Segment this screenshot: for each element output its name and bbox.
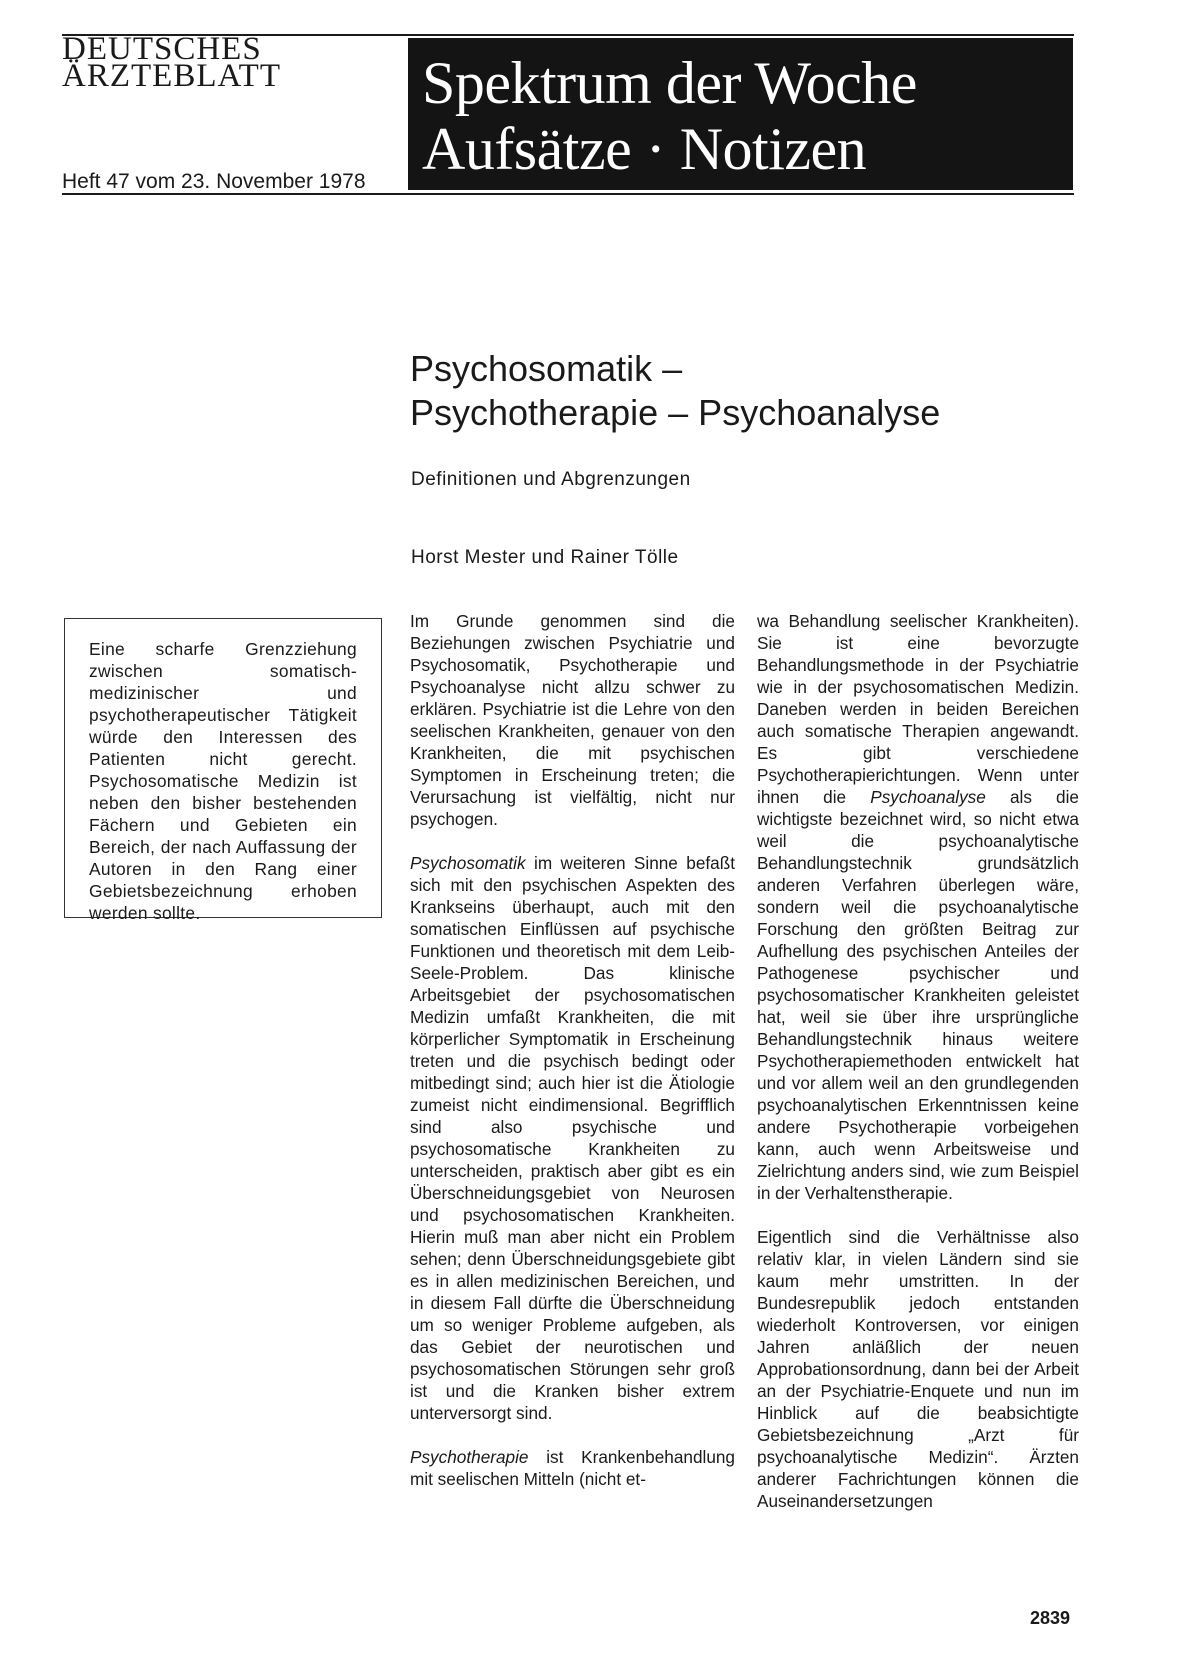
issue-date: Heft 47 vom 23. November 1978	[62, 170, 366, 193]
body-column-2	[757, 610, 1079, 1534]
section-banner-line2: Aufsätze · Notizen	[422, 116, 867, 182]
article-title-line2: Psychotherapie – Psychoanalyse	[410, 392, 941, 433]
body-column-1	[410, 610, 735, 1512]
paragraph-text: als die wichtigste bezeichnet wird, so nicht etwa weil die psychoanalytische Behandlungstechnik grundsätzlich anderen Verfahren überlegen wäre, sondern weil die psychoanalytische Forschung den größten Beitrag zur Aufhellung des psychischen Anteiles der Pathogenese psychischer und psychosomatischer Krankheiten geleistet hat, weil sie über ihre ursprüngliche Behandlungstechnik hinaus weitere Psychotherapiemethoden entwickelt hat und vor allem weil an den grundlegenden psychoanalytischen Erkenntnissen keine andere Psychotherapie vorbeigehen kann, auch wenn Arbeitsweise und Zielrichtung anders sind, wie zum Beispiel in der Verhaltenstherapie.	[757, 787, 1079, 1203]
journal-name-line2: ÄRZTEBLATT	[62, 58, 281, 94]
section-banner	[408, 38, 1073, 190]
paragraph-term: Psychosomatik	[410, 853, 526, 873]
paragraph-term: Psychotherapie	[410, 1447, 529, 1467]
abstract-text: Eine scharfe Grenzziehung zwischen somatisch-medizinischer und psychotherapeutischer Tätigkeit würde den Interessen des Patienten nicht gerecht. Psychosomatische Medizin ist neben den bisher bestehenden Fächern und Gebieten ein Bereich, der nach Auffassung der Autoren in den Rang einer Gebietsbezeichnung erhoben werden sollte.	[89, 639, 357, 923]
journal-name-line1: DEUTSCHES	[62, 31, 262, 67]
paragraph-text: ist Krankenbehandlung mit seelischen Mitteln (nicht et-	[410, 1447, 735, 1489]
article-subtitle: Definitionen und Abgrenzungen	[411, 469, 691, 490]
paragraph-text: wa Behandlung seelischer Krankheiten). Sie ist eine bevorzugte Behandlungsmethode in der Psychiatrie wie in der psychosomatischen Medizin. Daneben werden in beiden Bereichen auch somatische Therapien angewandt. Es gibt verschiedene Psychotherapierichtungen. Wenn unter ihnen die	[757, 611, 1079, 807]
paragraph	[410, 852, 735, 1424]
article-authors: Horst Mester und Rainer Tölle	[411, 547, 679, 568]
journal-masthead	[62, 31, 281, 94]
paragraph	[410, 1446, 735, 1490]
article-title	[410, 347, 940, 435]
paragraph-term: Psychoanalyse	[870, 787, 986, 807]
section-banner-line1: Spektrum der Woche	[422, 50, 917, 116]
article-title-line1: Psychosomatik –	[410, 348, 683, 389]
paragraph	[757, 610, 1079, 1204]
masthead-bottom-rule	[62, 193, 1074, 195]
paragraph: Im Grunde genommen sind die Beziehungen zwischen Psychiatrie und Psychosomatik, Psychotherapie und Psychoanalyse nicht allzu schwer zu erklären. Psychiatrie ist die Lehre von den seelischen Krankheiten, genauer von den Krankheiten, die mit psychischen Symptomen in Erscheinung treten; die Verursachung ist vielfältig, nicht nur psychogen.	[410, 611, 735, 829]
page-number: 2839	[1030, 1608, 1071, 1628]
paragraph: Eigentlich sind die Verhältnisse also relativ klar, in vielen Ländern sind sie kaum mehr umstritten. In der Bundesrepublik jedoch entstanden wiederholt Kontroversen, vor einigen Jahren anläßlich der neuen Approbationsordnung, dann bei der Arbeit an der Psychiatrie-Enquete und nun im Hinblick auf die beabsichtigte Gebietsbezeichnung „Arzt für psychoanalytische Medizin“. Ärzten anderer Fachrichtungen können die Auseinandersetzungen	[757, 1227, 1079, 1511]
paragraph-text: im weiteren Sinne befaßt sich mit den psychischen Aspekten des Krankseins überhaupt, auch mit den somatischen Einflüssen auf psychische Funktionen und theoretisch mit dem Leib-Seele-Problem. Das klinische Arbeitsgebiet der psychosomatischen Medizin umfaßt Krankheiten, die mit körperlicher Symptomatik in Erscheinung treten und die psychisch bedingt oder mitbedingt sind; auch hier ist die Ätiologie zumeist nicht eindimensional. Begrifflich sind also psychische und psychosomatische Krankheiten zu unterscheiden, praktisch aber gibt es ein Überschneidungsgebiet von Neurosen und psychosomatischen Krankheiten. Hierin muß man aber nicht ein Problem sehen; denn Überschneidungsgebiete gibt es in allen medizinischen Bereichen, und in diesem Fall dürfte die Überschneidung um so weniger Probleme aufgeben, als das Gebiet der neurotischen und psychosomatischen Störungen sehr groß ist und die Kranken bisher extrem unterversorgt sind.	[410, 853, 735, 1423]
